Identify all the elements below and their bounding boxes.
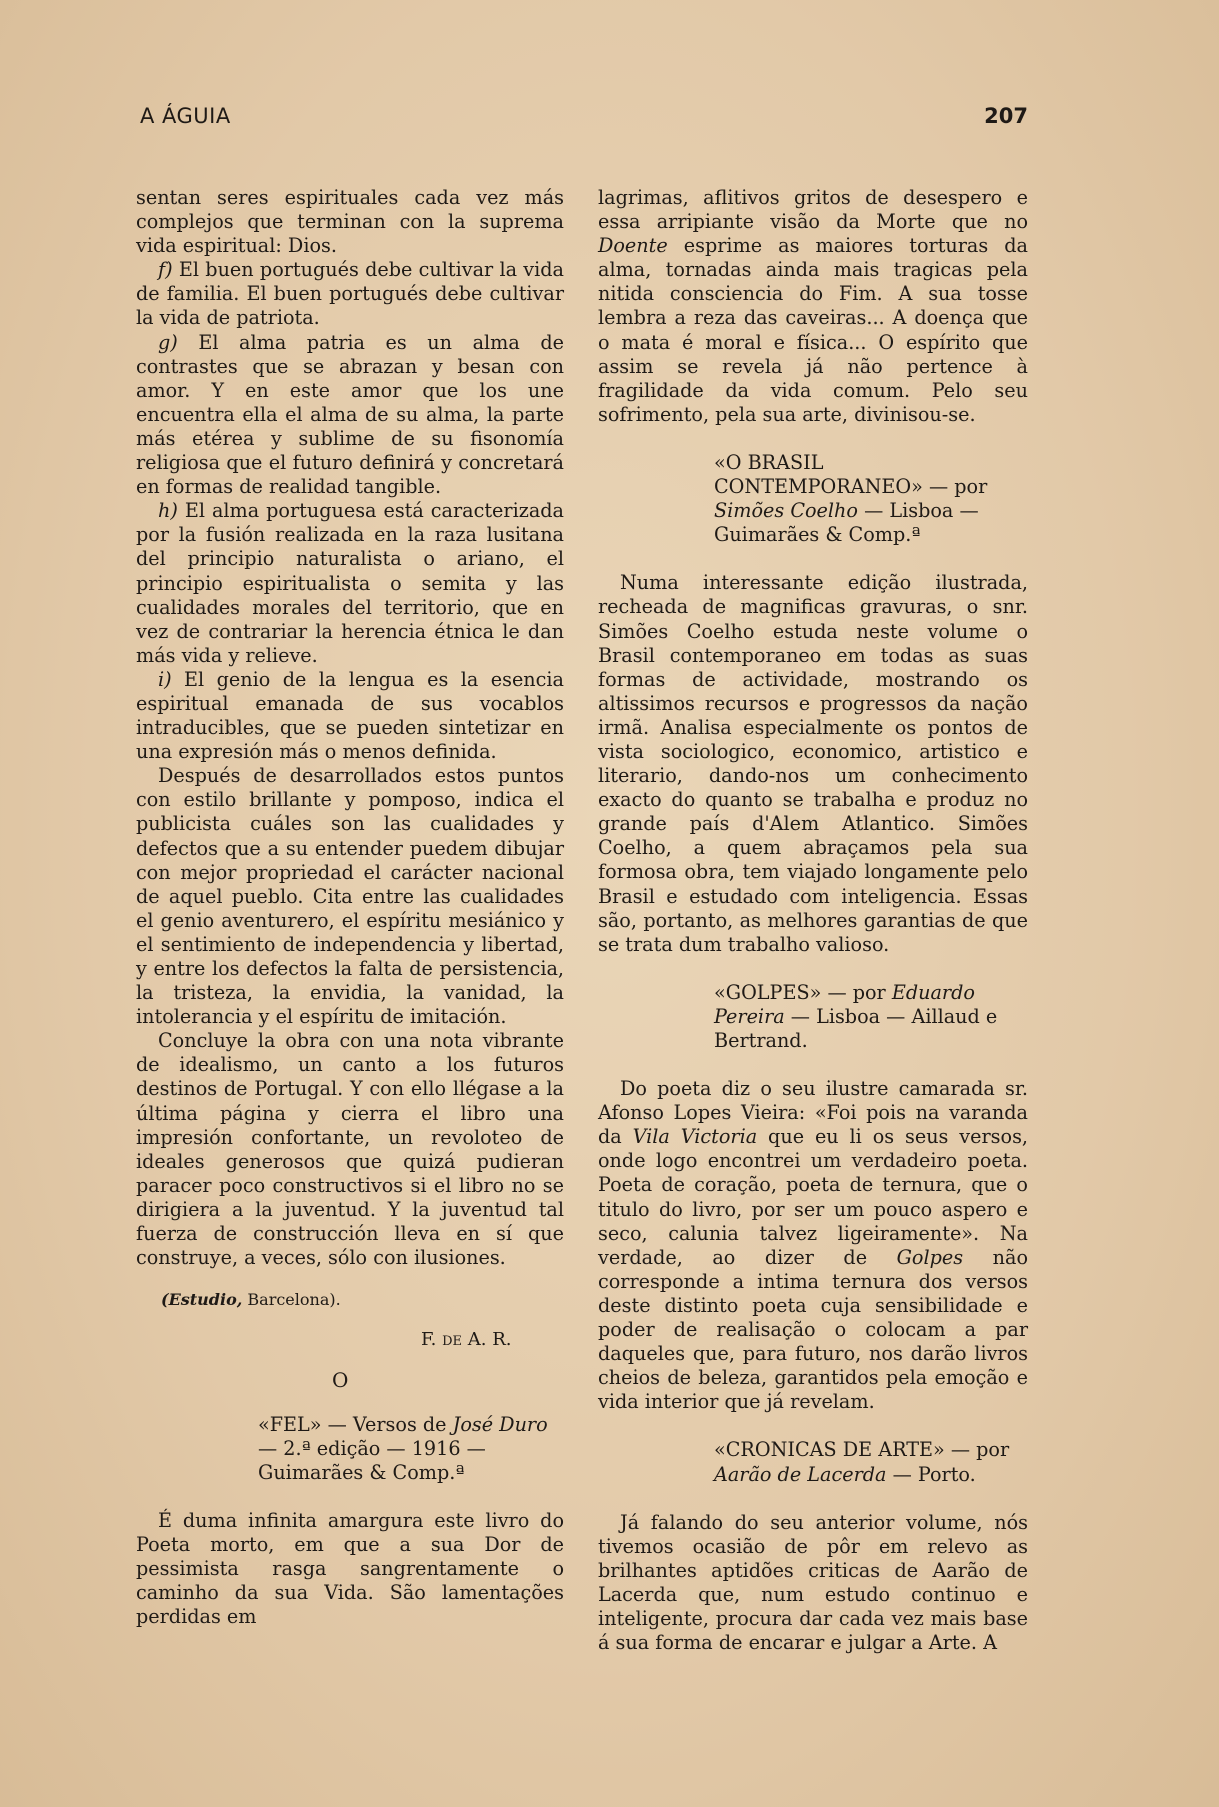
review-paragraph: É duma infinita amargura este livro do Poeta morto, em que a sua Dor de pessimista rasga sangrentamente o caminho da sua Vida. São lamentações perdidas em <box>136 1508 564 1629</box>
review-paragraph <box>598 1077 1028 1414</box>
ref-publication: — Porto. <box>886 1462 976 1486</box>
item-text: El buen portugués debe cultivar la vida de familia. El buen portugués debe cultivar la vida de patriota. <box>136 258 564 330</box>
text-run: lagrimas, aflitivos gritos de desespero e essa arripiante visão da Morte que no <box>598 186 1028 234</box>
item-label: g) <box>158 330 178 354</box>
book-reference-fel <box>136 1413 564 1485</box>
review-paragraph: Já falando do seu anterior volume, nós tivemos ocasião de pôr em relevo as brilhantes aptidões criticas de Aarão de Lacerda que, num estudo continuo e inteligente, procura dar cada vez mais base á sua forma de encarar e julgar a Arte. A <box>598 1510 1028 1655</box>
source-place: Barcelona). <box>242 1290 341 1310</box>
ref-author: José Duro <box>452 1412 548 1436</box>
text-run: não corresponde a intima ternura dos versos deste distinto poeta cuja sensibilidade e poder de realisação o colocam a par daqueles que, para futuro, nos darão livros cheios de beleza, garantidos pela emoção e vida interior que já revelam. <box>598 1245 1028 1414</box>
intro-paragraph: sentan seres espirituales cada vez más complejos que terminan con la suprema vida espiritual: Dios. <box>136 186 564 258</box>
ref-publication: — Lisboa — Guimarães & Comp.ª <box>714 499 979 547</box>
source-citation <box>136 1288 564 1312</box>
author-signature: F. de A. R. <box>421 1329 512 1351</box>
place-name: Vila Victoria <box>632 1125 758 1149</box>
body-paragraph: Concluye la obra con una nota vibrante de idealismo, un canto a los futuros destinos de Portugal. Y con ello llégase a la última página y cierra el libro una impresión confortante, un revoloteo de ideales generosos que quizá pudieran paracer poco constructivos si el libro no se dirigiera a la juventud. Y la juventud tal fuerza de construcción lleva en sí que construye, a veces, sólo con ilusiones. <box>136 1029 564 1270</box>
ref-title: «FEL» — Versos de <box>258 1412 453 1436</box>
review-continuation <box>598 186 1028 427</box>
ref-publication: — Lisboa — Aillaud e Bertrand. <box>714 1004 998 1052</box>
ref-author: Aarão de Lacerda <box>714 1462 887 1486</box>
ref-author: Eduardo Pereira <box>714 980 975 1028</box>
book-reference-cronicas <box>598 1438 1028 1486</box>
item-text: El alma portuguesa está caracterizada por la fusión realizada en la raza lusitana del principio naturalista o ariano, el principio espiritualista o semita y las cualidades morales del territorio, que en vez de contrariar la herencia étnica le dan más vida y relieve. <box>136 499 564 667</box>
list-item <box>136 331 564 500</box>
book-reference-brasil <box>598 451 1028 547</box>
list-item <box>136 258 564 330</box>
text-run: que eu li os seus versos, onde logo encontrei um verdadeiro poeta. Poeta de coração, poeta de ternura, que o titulo do livro, por ser um pouco aspero e seco, calunia talvez ligeiramente». Na verdade, ao dizer de <box>598 1125 1029 1269</box>
list-item <box>136 668 564 764</box>
ref-title: «GOLPES» — por <box>714 980 892 1004</box>
item-label: f) <box>158 258 173 282</box>
book-title: Golpes <box>896 1245 964 1269</box>
text-run: esprime as maiores torturas da alma, tornadas ainda mais tragicas pela nitida consciencia do Fim. A sua tosse lembra a reza das caveiras... A doença que o mata é moral e física... O espírito que assim se revela já não pertence à fragilidade da vida comum. Pelo seu sofrimento, pela sua arte, divinisou-se. <box>598 234 1028 426</box>
page-number: 207 <box>984 104 1028 128</box>
body-paragraph: Después de desarrollados estos puntos con estilo brillante y pomposo, indica el publicista cuáles son las cualidades y defectos que a su entender puedem dibujar con mejor propriedad el carácter nacional de aquel pueblo. Cita entre las cualidades el genio aventurero, el espíritu mesiánico y el sentimiento de independencia y libertad, y entre los defectos la falta de persistencia, la tristeza, la envidia, la vanidad, la intolerancia y el espíritu de imitación. <box>136 764 564 1029</box>
ref-title: «CRONICAS DE ARTE» — por <box>714 1438 1010 1462</box>
text-run: Do poeta diz o seu ilustre camarada sr. Afonso Lopes Vieira: «Foi pois na varanda da <box>598 1077 1028 1149</box>
running-header <box>140 104 1028 134</box>
ref-title: «O BRASIL CONTEMPORANEO» — por <box>714 450 988 499</box>
review-paragraph: Numa interessante edição ilustrada, recheada de magnificas gravuras, o snr. Simões Coelho estuda neste volume o Brasil contemporaneo em todas as suas formas de actividade, mostrando os altissimos recursos e progressos da nação irmã. Analisa especialmente os pontos de vista sociologico, economico, artistico e literario, dando-nos um conhecimento exacto do quanto se trabalha e produz no grande país d'Alem Atlantico. Simões Coelho, a quem abraçamos pela sua formosa obra, tem viajado longamente pelo Brasil e estudado com inteligencia. Essas são, portanto, as melhores garantias de que se trata dum trabalho valioso. <box>598 571 1028 956</box>
section-ornament: O <box>332 1368 349 1393</box>
book-reference-golpes <box>598 981 1028 1053</box>
ref-publication: — 2.ª edição — 1916 — Guimarães & Comp.ª <box>258 1436 486 1484</box>
journal-title: A ÁGUIA <box>140 104 231 128</box>
ref-author: Simões Coelho <box>714 499 858 523</box>
item-label: i) <box>158 667 172 691</box>
right-column <box>598 186 1028 1655</box>
poem-title: Doente <box>598 234 668 258</box>
item-text: El genio de la lengua es la esencia espiritual emanada de sus vocablos intraducibles, que se pueden sintetizar en una expresión más o menos definida. <box>136 667 564 764</box>
item-text: El alma patria es un alma de contrastes que se abrazan y besan con amor. Y en este amor que los une encuentra ella el alma de su alma, la parte más etérea y sublime de su fisonomía religiosa que el futuro definirá y concretará en formas de realidad tangible. <box>136 330 564 499</box>
item-label: h) <box>158 499 178 523</box>
list-item <box>136 499 564 668</box>
left-column <box>136 186 564 1629</box>
source-name: (Estudio, <box>161 1290 243 1310</box>
